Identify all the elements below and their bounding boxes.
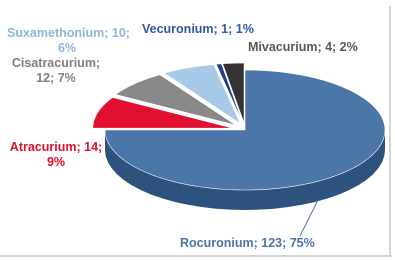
label-rocuronium-line1: Rocuronium; 123; 75% xyxy=(180,236,315,250)
label-rocuronium xyxy=(180,236,315,251)
label-vecuronium-line1: Vecuronium; 1; 1% xyxy=(142,22,254,36)
label-cisatracurium xyxy=(10,56,102,86)
label-cisatracurium-line2: 12; 7% xyxy=(36,71,76,85)
label-suxamethonium-line2: 6% xyxy=(57,41,77,55)
label-suxamethonium-line1: Suxamethonium; 10; xyxy=(7,26,130,40)
label-cisatracurium-line1: Cisatracurium; xyxy=(11,56,101,70)
label-suxamethonium xyxy=(7,26,130,56)
label-vecuronium xyxy=(142,22,254,37)
label-mivacurium-line1: Mivacurium; 4; 2% xyxy=(248,40,358,54)
label-atracurium-line1: Atracurium; 14; xyxy=(9,140,103,154)
label-atracurium xyxy=(4,140,108,170)
label-mivacurium xyxy=(248,40,358,55)
leader-line-rocuronium xyxy=(300,200,318,236)
label-atracurium-line2: 9% xyxy=(46,155,66,169)
